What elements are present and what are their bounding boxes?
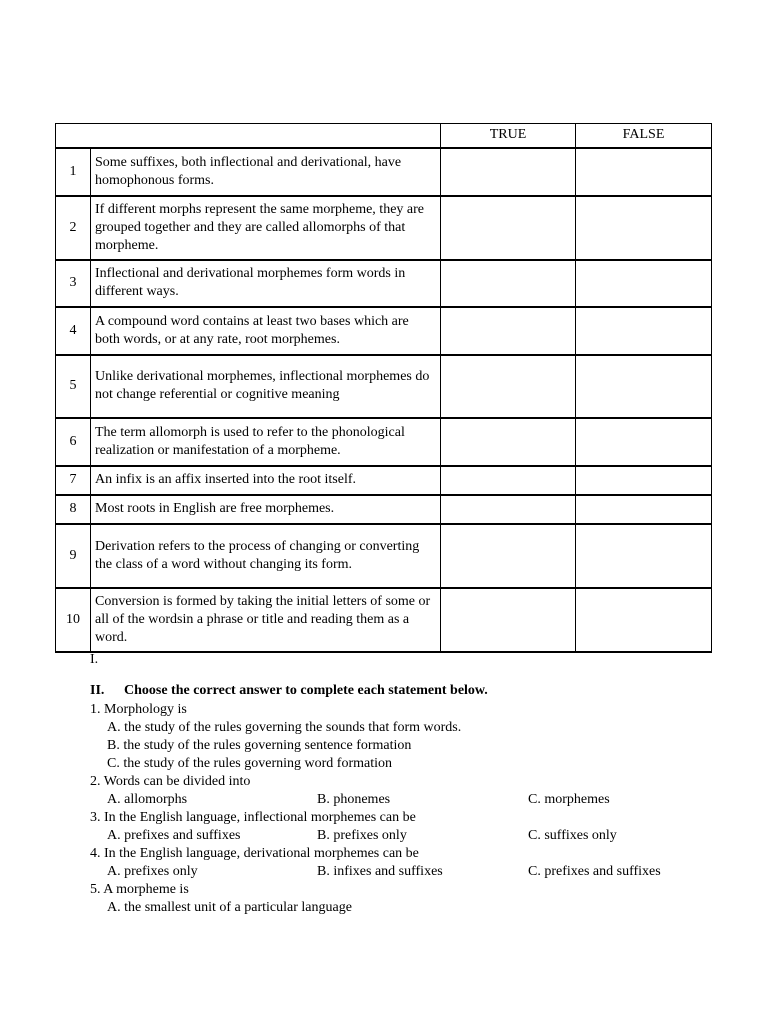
row-number: 4 (56, 307, 91, 355)
question-stem: 3. In the English language, inflectional morphemes can be (90, 810, 416, 825)
answer-option[interactable]: A. allomorphs (107, 792, 188, 807)
row-number: 5 (56, 355, 91, 418)
true-answer-cell[interactable] (441, 588, 576, 652)
row-number: 10 (56, 588, 91, 652)
table-row (56, 196, 712, 260)
true-answer-cell[interactable] (441, 355, 576, 418)
header-true: TRUE (441, 124, 576, 148)
question-stem: 5. A morpheme is (90, 882, 189, 897)
statement-text: Some suffixes, both inflectional and derivational, have homophonous forms. (91, 148, 441, 196)
false-answer-cell[interactable] (576, 588, 712, 652)
true-answer-cell[interactable] (441, 524, 576, 588)
row-number: 2 (56, 196, 91, 260)
false-answer-cell[interactable] (576, 196, 712, 260)
false-answer-cell[interactable] (576, 466, 712, 495)
statement-text: The term allomorph is used to refer to the phonological realization or manifestation of a morpheme. (91, 418, 441, 466)
statement-text: A compound word contains at least two bases which are both words, or at any rate, root morphemes. (91, 307, 441, 355)
answer-option[interactable]: C. morphemes (528, 792, 610, 807)
false-answer-cell[interactable] (576, 148, 712, 196)
statement-text: Inflectional and derivational morphemes form words in different ways. (91, 260, 441, 307)
question-stem: 1. Morphology is (90, 702, 187, 717)
row-number: 7 (56, 466, 91, 495)
row-number: 8 (56, 495, 91, 524)
question-stem: 2. Words can be divided into (90, 774, 251, 789)
true-false-table (55, 123, 712, 653)
statement-text: If different morphs represent the same morpheme, they are grouped together and they are called allomorphs of that morpheme. (91, 196, 441, 260)
table-row (56, 355, 712, 418)
row-number: 1 (56, 148, 91, 196)
statement-text: Unlike derivational morphemes, inflectional morphemes do not change referential or cognitive meaning (91, 355, 441, 418)
false-answer-cell[interactable] (576, 355, 712, 418)
table-row (56, 260, 712, 307)
table-row (56, 524, 712, 588)
table-row (56, 307, 712, 355)
header-blank-cell (56, 124, 441, 148)
answer-option[interactable]: B. phonemes (317, 792, 391, 807)
false-answer-cell[interactable] (576, 418, 712, 466)
false-answer-cell[interactable] (576, 307, 712, 355)
table-row (56, 418, 712, 466)
answer-option[interactable]: A. the smallest unit of a particular language (107, 900, 352, 915)
table-header-row (56, 124, 712, 148)
false-answer-cell[interactable] (576, 524, 712, 588)
header-false: FALSE (576, 124, 712, 148)
true-answer-cell[interactable] (441, 307, 576, 355)
table-row (56, 466, 712, 495)
true-answer-cell[interactable] (441, 466, 576, 495)
statement-text: Conversion is formed by taking the initial letters of some or all of the wordsin a phrase or title and reading them as a word. (91, 588, 441, 652)
answer-option[interactable]: C. suffixes only (528, 828, 617, 843)
false-answer-cell[interactable] (576, 260, 712, 307)
section-two-numeral: II. (90, 683, 105, 698)
answer-option[interactable]: A. prefixes only (107, 864, 198, 879)
answer-option[interactable]: C. the study of the rules governing word formation (107, 756, 393, 771)
section-two-heading (90, 683, 488, 699)
true-answer-cell[interactable] (441, 418, 576, 466)
statement-text: Derivation refers to the process of changing or converting the class of a word without changing its form. (91, 524, 441, 588)
true-answer-cell[interactable] (441, 260, 576, 307)
answer-option[interactable]: B. prefixes only (317, 828, 407, 843)
row-number: 3 (56, 260, 91, 307)
table-row (56, 148, 712, 196)
answer-option[interactable]: B. infixes and suffixes (317, 864, 443, 879)
true-answer-cell[interactable] (441, 196, 576, 260)
false-answer-cell[interactable] (576, 495, 712, 524)
row-number: 6 (56, 418, 91, 466)
true-answer-cell[interactable] (441, 495, 576, 524)
statement-text: Most roots in English are free morphemes. (91, 495, 441, 524)
question-stem: 4. In the English language, derivational morphemes can be (90, 846, 419, 861)
section-two-title: Choose the correct answer to complete each statement below. (124, 683, 488, 698)
section-one-marker: I. (90, 652, 99, 667)
true-answer-cell[interactable] (441, 148, 576, 196)
answer-option[interactable]: A. prefixes and suffixes (107, 828, 241, 843)
answer-option[interactable]: C. prefixes and suffixes (528, 864, 661, 879)
answer-option[interactable]: A. the study of the rules governing the sounds that form words. (107, 720, 462, 735)
table-row (56, 495, 712, 524)
statement-text: An infix is an affix inserted into the root itself. (91, 466, 441, 495)
row-number: 9 (56, 524, 91, 588)
table-row (56, 588, 712, 652)
answer-option[interactable]: B. the study of the rules governing sentence formation (107, 738, 412, 753)
